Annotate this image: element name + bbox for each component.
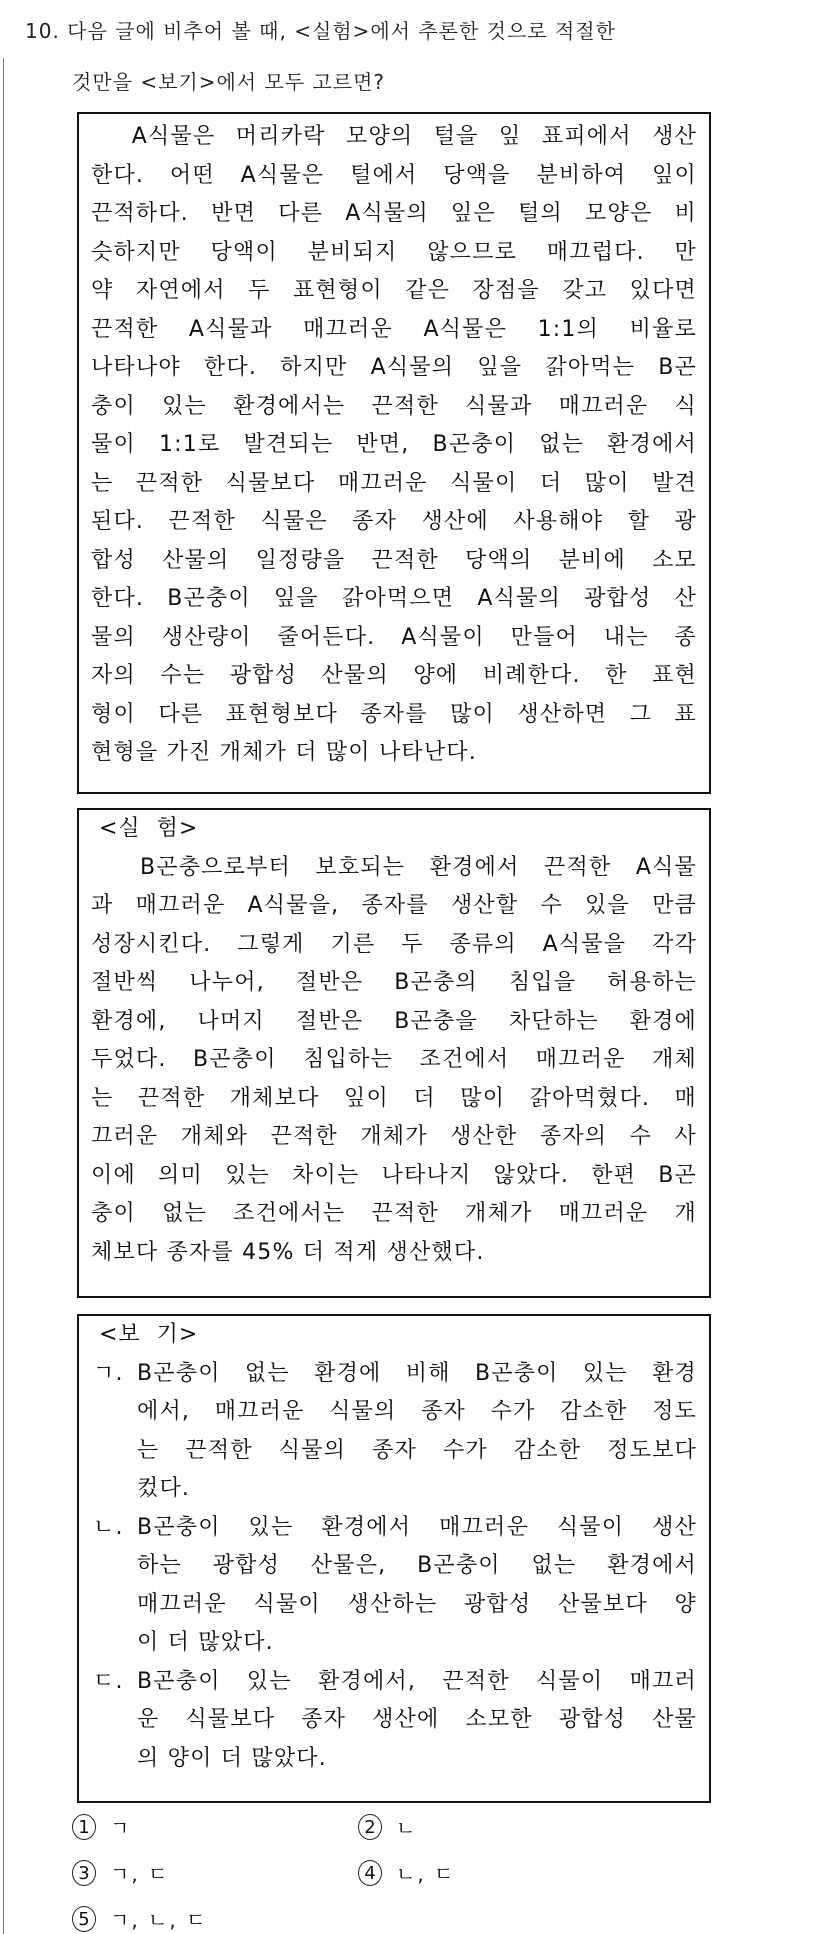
option-1[interactable] [72,1812,131,1841]
experiment-box [77,808,711,1298]
question-number: 10. [25,19,60,43]
bogi-line: B곤충이 없는 환경에 비해 B곤충이 있는 환경 [137,1360,697,1386]
circled-number-4: 4 [358,1860,382,1886]
bogi-box [77,1314,711,1803]
option-2[interactable] [358,1812,417,1841]
passage-line: 나타나야 한다. 하지만 A식물의 잎을 갉아먹는 B곤 [91,355,697,380]
bogi-line: 하는 광합성 산물은, B곤충이 없는 환경에서 [137,1553,697,1578]
experiment-line: 이에 의미 있는 차이는 나타나지 않았다. 한편 B곤 [91,1162,697,1188]
question-text-line2: 것만을 <보기>에서 모두 고르면? [72,70,386,94]
experiment-line: 과 매끄러운 A식물을, 종자를 생산할 수 있을 만큼 [91,893,697,918]
passage-line: 한다. 어떤 A식물은 털에서 당액을 분비하여 잎이 [91,162,697,188]
bogi-line: B곤충이 있는 환경에서, 끈적한 식물이 매끄러 [137,1668,697,1694]
passage-line: 물이 1:1로 발견되는 반면, B곤충이 없는 환경에서 [91,432,697,457]
margin-rule [3,58,4,1934]
bogi-line: 매끄러운 식물이 생산하는 광합성 산물보다 양 [137,1591,697,1617]
bogi-line: 는 끈적한 식물의 종자 수가 감소한 정도보다 [137,1437,697,1463]
passage-line: A식물은 머리카락 모양의 털을 잎 표피에서 생산 [91,124,697,149]
passage-line: 끈적하다. 반면 다른 A식물의 잎은 털의 모양은 비 [91,201,697,226]
passage-box [77,112,711,794]
option-answer: ㄴ, ㄷ [396,1862,456,1886]
bogi-line: 이 더 많았다. [137,1630,274,1655]
bogi-line: 의 양이 더 많았다. [137,1745,327,1771]
experiment-line: 충이 없는 조건에서는 끈적한 개체가 매끄러운 개 [91,1201,697,1226]
experiment-line: 성장시킨다. 그렇게 기른 두 종류의 A식물을 각각 [91,931,697,957]
bogi-marker: ㄴ. [93,1514,124,1540]
bogi-item-digeut [91,1663,697,1779]
experiment-line: 절반씩 나누어, 절반은 B곤충의 침입을 허용하는 [91,970,697,995]
option-answer: ㄱ, ㄴ, ㄷ [110,1908,208,1932]
bogi-line: 운 식물보다 종자 생산에 소모한 광합성 산물 [137,1707,697,1732]
passage-line: 된다. 끈적한 식물은 종자 생산에 사용해야 할 광 [91,509,697,534]
passage-line: 충이 있는 환경에서는 끈적한 식물과 매끄러운 식 [91,393,697,419]
passage-line: 는 끈적한 식물보다 매끄러운 식물이 더 많이 발견 [91,470,697,496]
experiment-line: 두었다. B곤충이 침입하는 조건에서 매끄러운 개체 [91,1047,697,1072]
question-text-line1: 다음 글에 비추어 볼 때, <실험>에서 추론한 것으로 적절한 [67,19,616,43]
passage-line: 합성 산물의 일정량을 끈적한 당액의 분비에 소모 [91,547,697,573]
experiment-line: 체보다 종자를 45% 더 적게 생산했다. [91,1239,485,1265]
circled-number-2: 2 [358,1814,382,1840]
option-3[interactable] [72,1858,169,1887]
bogi-marker: ㄱ. [93,1360,124,1386]
circled-number-5: 5 [72,1906,96,1932]
circled-number-3: 3 [72,1860,96,1886]
passage-line: 한다. B곤충이 잎을 갉아먹으면 A식물의 광합성 산 [91,586,697,611]
bogi-line: 에서, 매끄러운 식물의 종자 수가 감소한 정도 [137,1399,697,1424]
bogi-label: <보 기> [99,1322,199,1347]
passage-line: 끈적한 A식물과 매끄러운 A식물은 1:1의 비율로 [91,316,697,342]
option-answer: ㄱ [110,1816,132,1840]
bogi-item-nieun [91,1509,697,1663]
experiment-line: 끄러운 개체와 끈적한 개체가 생산한 종자의 수 사 [91,1124,697,1149]
bogi-line: B곤충이 있는 환경에서 매끄러운 식물이 생산 [137,1514,697,1540]
passage-line: 약 자연에서 두 표현형이 같은 장점을 갖고 있다면 [91,278,697,303]
experiment-label: <실 험> [99,816,199,841]
option-answer: ㄴ [396,1816,418,1840]
question-stem [25,6,805,108]
option-5[interactable] [72,1904,207,1933]
circled-number-1: 1 [72,1814,96,1840]
bogi-item-giyeok [91,1355,697,1509]
experiment-line: 환경에, 나머지 절반은 B곤충을 차단하는 환경에 [91,1008,697,1034]
experiment-line: B곤충으로부터 보호되는 환경에서 끈적한 A식물 [91,854,697,880]
bogi-marker: ㄷ. [93,1668,124,1694]
experiment-line: 는 끈적한 개체보다 잎이 더 많이 갉아먹혔다. 매 [91,1085,697,1111]
passage-line: 현형을 가진 개체가 더 많이 나타난다. [91,740,477,765]
passage-line: 슷하지만 당액이 분비되지 않으므로 매끄럽다. 만 [91,239,697,265]
option-4[interactable] [358,1858,455,1887]
passage-line: 물의 생산량이 줄어든다. A식물이 만들어 내는 종 [91,624,697,650]
passage-line: 자의 수는 광합성 산물의 양에 비례한다. 한 표현 [91,663,697,688]
passage-line: 형이 다른 표현형보다 종자를 많이 생산하면 그 표 [91,701,697,727]
bogi-line: 컸다. [137,1476,191,1501]
option-answer: ㄱ, ㄷ [110,1862,170,1886]
